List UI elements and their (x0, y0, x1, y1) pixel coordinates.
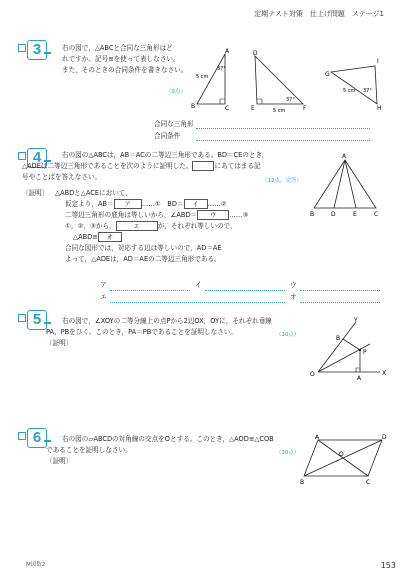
page-number: 153 (380, 561, 396, 570)
points: （12点，完答） (262, 178, 302, 184)
triangle-def (255, 56, 303, 104)
question-6-text-cont: であることを証明しなさい。 (46, 446, 132, 454)
answer-line-u[interactable] (300, 290, 380, 291)
blank-i: イ (184, 199, 208, 209)
label-D: D (253, 50, 258, 57)
label-C: C (374, 211, 379, 218)
label-G: G (325, 71, 330, 78)
label-F: F (303, 105, 307, 112)
angle-label: 37° (363, 88, 372, 94)
q5-figure (308, 314, 390, 380)
label-H: H (377, 105, 382, 112)
label-B: B (310, 211, 315, 218)
label-A: A (342, 153, 347, 160)
question-number: 4 (27, 148, 47, 168)
length-label: 5 cm (343, 88, 356, 94)
blank-o: オ (98, 232, 122, 242)
label-A: A (357, 375, 362, 382)
label-P: P (363, 349, 367, 356)
question-6-text: 右の図の▱ABCDの対角線の交点をOとする。このとき，△AOD≡△COB (62, 435, 274, 443)
q3-figures (185, 48, 395, 114)
triangle-ghi (331, 66, 377, 104)
proof-label: 〔証明〕 (22, 189, 49, 197)
footer-code: M図数2 (26, 562, 46, 568)
answer-label-condition: 合同条件 (154, 132, 181, 140)
label-E: E (251, 105, 255, 112)
q4-proof-body: △ABDと△ACEにおいて， 仮定より，AB＝ ア ……① BD＝ イ ……② 二等辺三角形の底角は等しいから，∠ABD＝ ウ ……③ ①，②，③から， エ が，それぞれ等しいので， △ABD≡ オ 合同な図形では，対応する辺は等しいので，AD＝AE よって，△ADEは，AD＝AEの二等辺三角形である。 (55, 189, 249, 263)
answer-label-u: ウ (290, 281, 297, 289)
proof-label: 〔証明〕 (46, 457, 73, 465)
answer-label-a: ア (100, 281, 107, 289)
label-A: A (225, 48, 230, 55)
question-number: 3 (27, 40, 47, 60)
label-O: O (310, 371, 315, 378)
answer-line-o[interactable] (300, 302, 380, 303)
question-number: 5 (27, 310, 47, 330)
length-label: 5 cm (196, 74, 209, 80)
q4-figure (300, 150, 390, 222)
label-A: A (315, 434, 320, 441)
answer-line-i[interactable] (205, 290, 285, 291)
length-label: 5 cm (273, 108, 286, 114)
question-number: 6 (27, 428, 47, 448)
label-D: D (331, 211, 336, 218)
q6-figure (296, 432, 392, 486)
label-C: C (366, 479, 371, 486)
blank-u: ウ (197, 210, 229, 220)
proof-label: 〔証明〕 (46, 339, 73, 347)
points: （10点） (276, 450, 300, 456)
question-4-text-cont: △ADEは二等辺三角形であることを次のように証明した。 にあてはまる記 号やことばを答えなさい。 (22, 162, 261, 181)
blank-a: ア (114, 199, 142, 209)
points: （9点） (166, 89, 186, 95)
blank-e: エ (116, 221, 158, 231)
answer-line-e[interactable] (110, 302, 285, 303)
question-4-text: 右の図の△ABCは，AB＝ACの二等辺三角形である。BD＝CEのとき， (62, 151, 269, 159)
label-E: E (353, 211, 357, 218)
page-header: 定期テスト対策 仕上げ問題 ステージ1 (254, 10, 384, 18)
points: （10点） (276, 332, 300, 338)
answer-line[interactable] (196, 140, 370, 141)
label-B: B (336, 335, 341, 342)
label-C: C (225, 105, 230, 112)
blank-box (192, 161, 214, 171)
question-5-text: 右の図で，∠XOYの二等分線上の点Pから2辺OX，OYに，それぞれ垂線 (62, 317, 272, 325)
question-5-text-cont: PA，PBをひく。このとき，PA＝PBであることを証明しなさい。 (46, 328, 237, 336)
angle-label: 37° (217, 66, 226, 72)
answer-label-congruent: 合同な三角形 (154, 120, 194, 128)
label-I: I (377, 58, 379, 65)
label-X: X (382, 370, 387, 377)
question-3-text: 右の図で，△ABCと合同な三角形はど れですか。記号≡を使って表しなさい。 また，そのときの合同条件を書きなさい。 (62, 44, 188, 74)
label-B: B (191, 103, 196, 110)
angle-label: 37° (286, 97, 295, 103)
answer-line-a[interactable] (110, 290, 190, 291)
answer-label-i: イ (195, 281, 202, 289)
answer-label-e: エ (100, 293, 107, 301)
answer-line[interactable] (196, 128, 370, 129)
label-D: D (382, 434, 387, 441)
label-O: O (339, 451, 344, 458)
answer-label-o: オ (290, 293, 297, 301)
label-Y: Y (354, 317, 358, 324)
label-B: B (300, 479, 305, 486)
question-3-marker (18, 40, 56, 60)
